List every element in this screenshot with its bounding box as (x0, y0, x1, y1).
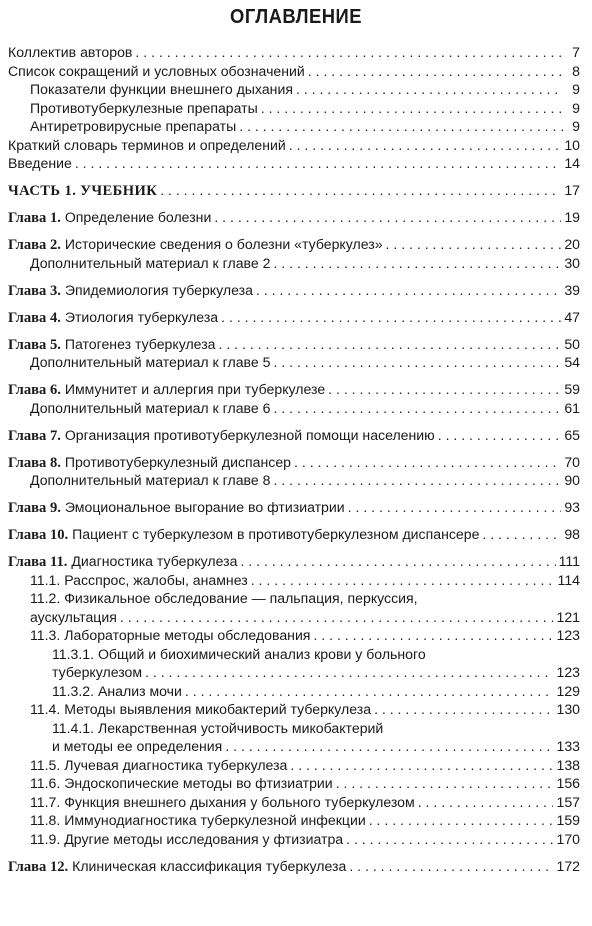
toc-entry[interactable]: Дополнительный материал к главе 6 . . . 61 (8, 399, 580, 418)
toc-chapter[interactable]: Глава 8. Противотуберкулезный диспансер . . . 70 (8, 453, 580, 472)
page-number: 39 (564, 281, 580, 298)
page-number: 50 (564, 335, 580, 352)
toc-chapter[interactable]: Глава 3. Эпидемиология туберкулеза . . . 39 (8, 281, 580, 300)
toc-entry[interactable]: Показатели функции внешнего дыхания . . . 9 (8, 80, 580, 99)
toc-entry[interactable]: 11.9. Другие методы исследования у фтизиатра . . . 170 (8, 830, 580, 849)
table-of-contents (8, 43, 580, 875)
chapter-label: Глава 3. (8, 282, 61, 299)
page-number: 30 (564, 254, 580, 271)
page-number: 123 (556, 627, 580, 643)
toc-chapter[interactable]: Глава 5. Патогенез туберкулеза . . . 50 (8, 335, 580, 354)
chapter-label: Глава 7. (8, 427, 61, 444)
page-number: 70 (564, 453, 580, 470)
page-number: 172 (556, 857, 580, 874)
page-number: 9 (572, 99, 580, 116)
toc-entry[interactable]: 11.5. Лучевая диагностика туберкулеза . . . 138 (8, 756, 580, 775)
toc-chapter[interactable]: Глава 11. Диагностика туберкулеза . . . 111 (8, 552, 580, 571)
toc-entry[interactable]: Краткий словарь терминов и определений . . . 10 (8, 136, 580, 155)
toc-entry[interactable]: Антиретровирусные препараты . . . 9 (8, 117, 580, 136)
page-number: 138 (556, 756, 580, 773)
toc-chapter[interactable]: Глава 2. Исторические сведения о болезни «туберкулез» . . . 20 (8, 235, 580, 254)
page-number: 47 (564, 308, 580, 325)
toc-entry[interactable]: 11.4.1. Лекарственная устойчивость микобактерий и методы ее определения . . . 133 (8, 719, 580, 756)
chapter-label: Глава 2. (8, 237, 61, 253)
toc-entry[interactable]: 11.6. Эндоскопические методы во фтизиатрии . . . 156 (8, 774, 580, 793)
page-number: 90 (564, 472, 580, 488)
toc-chapter[interactable]: Глава 4. Этиология туберкулеза . . . 47 (8, 308, 580, 327)
page-number: 8 (572, 62, 580, 79)
toc-part-heading[interactable]: ЧАСТЬ 1. УЧЕБНИК . . . 17 (8, 181, 580, 200)
page-number: 121 (556, 608, 580, 625)
page-number: 59 (564, 381, 580, 397)
toc-entry[interactable]: 11.7. Функция внешнего дыхания у больного туберкулезом . . . 157 (8, 793, 580, 812)
page-number: 157 (556, 793, 580, 810)
toc-entry[interactable]: 11.1. Расспрос, жалобы, анамнез . . . 114 (8, 571, 580, 590)
page-number: 123 (556, 664, 580, 680)
chapter-label: Глава 9. (8, 500, 61, 516)
page-number: 98 (564, 526, 580, 542)
chapter-label: Глава 10. (8, 527, 69, 543)
page-number: 133 (556, 738, 580, 754)
page-number: 130 (556, 701, 580, 717)
toc-entry[interactable]: Введение . . . 14 (8, 154, 580, 173)
toc-entry[interactable]: Дополнительный материал к главе 2 . . . 30 (8, 254, 580, 273)
toc-entry[interactable]: 11.3. Лабораторные методы обследования . . . 123 (8, 626, 580, 645)
toc-entry[interactable]: Коллектив авторов . . . 7 (8, 43, 580, 62)
page-number: 20 (564, 236, 580, 252)
toc-chapter[interactable]: Глава 10. Пациент с туберкулезом в противотуберкулезном диспансере . . . 98 (8, 525, 580, 544)
toc-entry[interactable]: Дополнительный материал к главе 5 . . . 54 (8, 353, 580, 372)
toc-entry[interactable]: 11.3.1. Общий и биохимический анализ крови у больного туберкулезом . . . 123 (8, 645, 580, 682)
toc-chapter[interactable]: Глава 7. Организация противотуберкулезной помощи населению . . . 65 (8, 426, 580, 445)
toc-chapter[interactable]: Глава 9. Эмоциональное выгорание во фтизиатрии . . . 93 (8, 498, 580, 517)
chapter-label: Глава 1. (8, 210, 61, 226)
page-number: 111 (558, 553, 580, 569)
page-number: 10 (564, 136, 580, 153)
chapter-label: Глава 8. (8, 454, 61, 471)
page-number: 129 (556, 682, 580, 699)
toc-entry[interactable]: Список сокращений и условных обозначений . . . 8 (8, 62, 580, 81)
page-number: 54 (564, 354, 580, 370)
chapter-label: Глава 11. (8, 554, 68, 570)
page-number: 93 (564, 499, 580, 515)
page-number: 17 (564, 182, 580, 198)
toc-entry[interactable]: 11.2. Физикальное обследование — пальпация, перкуссия, аускультация . . . 121 (8, 589, 580, 626)
toc-chapter[interactable]: Глава 6. Иммунитет и аллергия при туберкулезе . . . 59 (8, 380, 580, 399)
toc-entry[interactable]: 11.8. Иммунодиагностика туберкулезной инфекции . . . 159 (8, 811, 580, 830)
page-number: 61 (564, 399, 580, 416)
page-number: 156 (556, 775, 580, 791)
toc-entry[interactable]: Дополнительный материал к главе 8 . . . 90 (8, 471, 580, 490)
chapter-label: Глава 6. (8, 382, 61, 398)
chapter-label: Глава 4. (8, 309, 61, 326)
page-number: 9 (572, 118, 580, 134)
toc-chapter[interactable]: Глава 1. Определение болезни . . . 19 (8, 208, 580, 227)
toc-entry[interactable]: Противотуберкулезные препараты . . . 9 (8, 99, 580, 118)
toc-entry[interactable]: 11.4. Методы выявления микобактерий туберкулеза . . . 130 (8, 700, 580, 719)
page-number: 65 (564, 426, 580, 443)
toc-entry[interactable]: 11.3.2. Анализ мочи . . . 129 (8, 682, 580, 701)
page-number: 9 (572, 81, 580, 97)
page-number: 159 (556, 812, 580, 828)
page-number: 14 (564, 155, 580, 171)
chapter-label: Глава 5. (8, 336, 61, 353)
page-number: 170 (556, 830, 580, 847)
toc-chapter[interactable]: Глава 12. Клиническая классификация туберкулеза . . . 172 (8, 857, 580, 876)
page-number: 114 (557, 571, 580, 588)
chapter-label: Глава 12. (8, 858, 69, 875)
page-title: ОГЛАВЛЕНИЕ (230, 6, 362, 28)
page-number: 19 (564, 209, 580, 225)
page-number: 7 (572, 44, 580, 60)
